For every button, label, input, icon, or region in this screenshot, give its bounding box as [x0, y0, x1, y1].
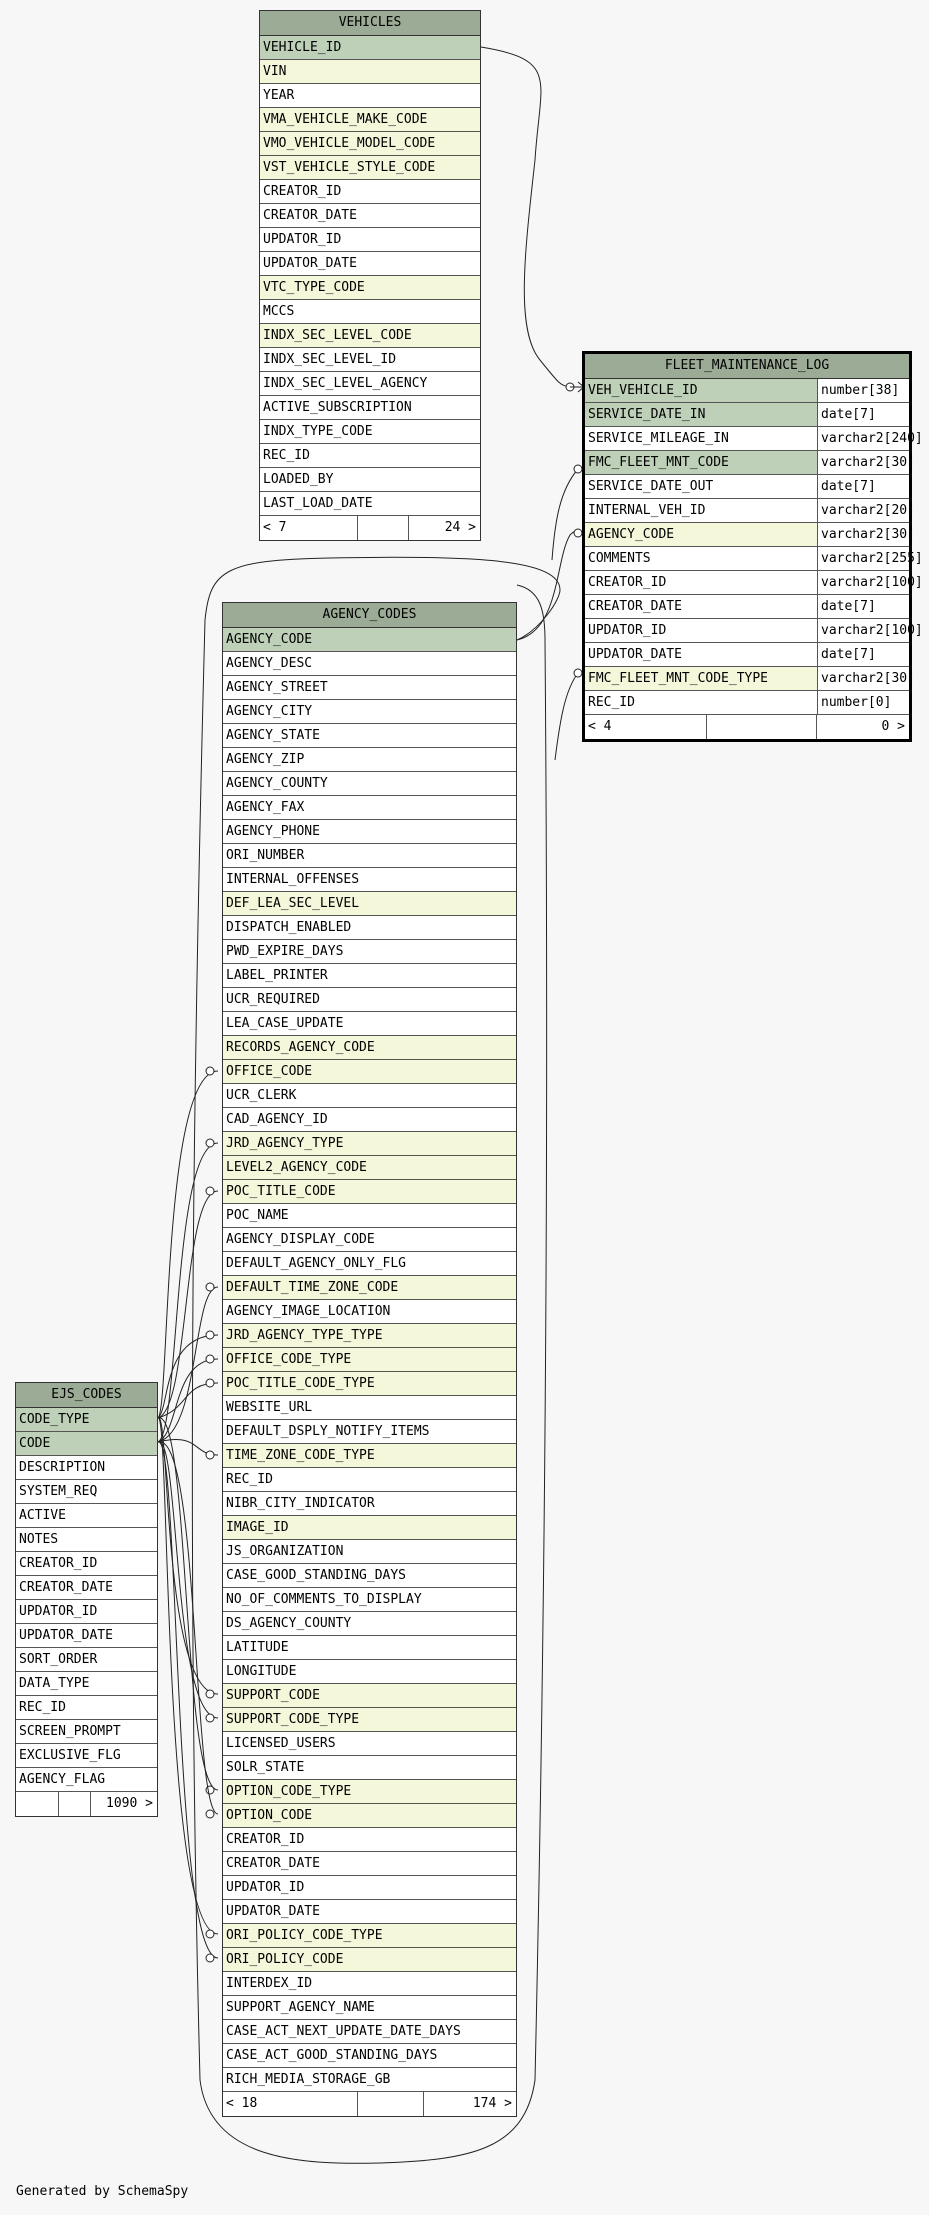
column-name: VIN [263, 64, 287, 79]
column-name: REC_ID [226, 1472, 273, 1487]
column-row-system-req[interactable] [16, 1480, 157, 1504]
edge-ejs-to-agency [158, 1442, 218, 1958]
column-name: LICENSED_USERS [226, 1736, 336, 1751]
column-name: AGENCY_DISPLAY_CODE [226, 1232, 375, 1247]
column-name: SERVICE_DATE_OUT [588, 479, 714, 494]
column-name: DEFAULT_TIME_ZONE_CODE [226, 1280, 399, 1295]
column-row-solr-state[interactable] [223, 1756, 516, 1780]
column-row-creator-id[interactable] [585, 571, 923, 595]
column-row-updator-id[interactable] [260, 228, 480, 252]
column-name: CASE_ACT_GOOD_STANDING_DAYS [226, 2048, 438, 2063]
parents-count: < 18 [226, 2096, 258, 2111]
table-title[interactable]: EJS_CODES [16, 1383, 157, 1408]
column-name: OFFICE_CODE_TYPE [226, 1352, 352, 1367]
parents-count: < 4 [588, 719, 612, 734]
column-row-interdex-id[interactable] [223, 1972, 516, 1996]
column-row-rec-id[interactable] [585, 691, 909, 715]
column-name: INTERNAL_VEH_ID [588, 503, 706, 518]
column-row-pwd-expire-days[interactable] [223, 940, 516, 964]
column-row-jrd-agency-type-type[interactable] [223, 1324, 516, 1348]
column-row-updator-date[interactable] [260, 252, 480, 276]
column-type: number[38] [817, 379, 909, 402]
generated-by-label: Generated by SchemaSpy [16, 2184, 189, 2199]
column-row-support-code-type[interactable] [223, 1708, 516, 1732]
column-row-case-act-next-update-date-days[interactable] [223, 2020, 516, 2044]
column-name: FMC_FLEET_MNT_CODE [588, 455, 729, 470]
column-row-updator-id[interactable] [16, 1600, 157, 1624]
column-name: VMA_VEHICLE_MAKE_CODE [263, 112, 428, 127]
column-row-sort-order[interactable] [16, 1648, 157, 1672]
edge-vehicle-id [481, 47, 570, 387]
column-row-service-date-out[interactable] [585, 475, 909, 499]
column-row-case-act-good-standing-days[interactable] [223, 2044, 516, 2068]
column-row-dispatch-enabled[interactable] [223, 916, 516, 940]
edge-agency-code [517, 531, 578, 640]
column-name: POC_TITLE_CODE [226, 1184, 336, 1199]
edge-end-circle [206, 1451, 214, 1459]
table-footer [585, 715, 909, 739]
column-row-loaded-by[interactable] [260, 468, 480, 492]
column-row-creator-date[interactable] [585, 595, 909, 619]
table-title[interactable]: VEHICLES [260, 11, 480, 36]
column-name: JS_ORGANIZATION [226, 1544, 344, 1559]
column-name: SUPPORT_AGENCY_NAME [226, 2000, 375, 2015]
column-name: UPDATOR_ID [588, 623, 667, 638]
column-row-veh-vehicle-id[interactable] [585, 379, 909, 403]
column-name: AGENCY_IMAGE_LOCATION [226, 1304, 391, 1319]
column-row-creator-date[interactable] [260, 204, 480, 228]
column-name: JRD_AGENCY_TYPE [226, 1136, 344, 1151]
column-row-creator-date[interactable] [223, 1852, 516, 1876]
column-name: LEA_CASE_UPDATE [226, 1016, 344, 1031]
column-row-jrd-agency-type[interactable] [223, 1132, 516, 1156]
column-row-default-dsply-notify-items[interactable] [223, 1420, 516, 1444]
edge-end-circle [206, 1930, 214, 1938]
column-name: AGENCY_PHONE [226, 824, 320, 839]
column-name: AGENCY_COUNTY [226, 776, 328, 791]
column-row-comments[interactable] [585, 547, 923, 571]
column-name: AGENCY_STREET [226, 680, 328, 695]
column-name: INDX_SEC_LEVEL_AGENCY [263, 376, 428, 391]
column-name: DATA_TYPE [19, 1676, 90, 1691]
column-name: AGENCY_ZIP [226, 752, 305, 767]
column-row-indx-sec-level-id[interactable] [260, 348, 480, 372]
column-row-agency-state[interactable] [223, 724, 516, 748]
column-row-rec-id[interactable] [223, 1468, 516, 1492]
column-row-last-load-date[interactable] [260, 492, 480, 516]
column-list [260, 36, 480, 516]
column-name: DEFAULT_DSPLY_NOTIFY_ITEMS [226, 1424, 430, 1439]
column-name: CREATOR_DATE [19, 1580, 113, 1595]
column-name: AGENCY_CODE [588, 527, 675, 542]
column-name: INTERNAL_OFFENSES [226, 872, 360, 887]
edge-ejs-to-agency [158, 1442, 218, 1718]
column-type: varchar2[20] [817, 499, 909, 522]
column-row-indx-type-code[interactable] [260, 420, 480, 444]
parents-count: < 7 [263, 520, 287, 535]
column-row-data-type[interactable] [16, 1672, 157, 1696]
ejs-codes-table[interactable] [15, 1382, 158, 1817]
column-row-service-date-in[interactable] [585, 403, 909, 427]
edge-end-circle [206, 1187, 214, 1195]
column-name: LOADED_BY [263, 472, 334, 487]
column-name: VMO_VEHICLE_MODEL_CODE [263, 136, 436, 151]
children-count: 24 > [444, 520, 476, 535]
column-type: date[7] [817, 403, 909, 426]
column-row-mccs[interactable] [260, 300, 480, 324]
edge-end-circle [206, 1283, 214, 1291]
column-row-updator-date[interactable] [585, 643, 909, 667]
column-name: INDX_TYPE_CODE [263, 424, 373, 439]
column-row-js-organization[interactable] [223, 1540, 516, 1564]
children-count: 1090 > [106, 1796, 153, 1811]
column-name: INTERDEX_ID [226, 1976, 313, 1991]
column-name: CREATOR_DATE [588, 599, 682, 614]
column-row-fmc-fleet-mnt-code-type[interactable] [585, 667, 915, 691]
column-name: VEH_VEHICLE_ID [588, 383, 698, 398]
column-row-office-code[interactable] [223, 1060, 516, 1084]
column-row-option-code-type[interactable] [223, 1780, 516, 1804]
column-name: SYSTEM_REQ [19, 1484, 98, 1499]
column-name: NOTES [19, 1532, 59, 1547]
edge-end-circle [206, 1379, 214, 1387]
column-row-image-id[interactable] [223, 1516, 516, 1540]
table-title[interactable]: AGENCY_CODES [223, 603, 516, 628]
edge-end-circle [206, 1954, 214, 1962]
edge-end-circle [574, 465, 582, 473]
column-type: date[7] [817, 643, 909, 666]
table-title[interactable]: FLEET_MAINTENANCE_LOG [585, 354, 909, 379]
column-row-no-of-comments-to-display[interactable] [223, 1588, 516, 1612]
column-row-lea-case-update[interactable] [223, 1012, 516, 1036]
column-name: ACTIVE_SUBSCRIPTION [263, 400, 412, 415]
column-name: FMC_FLEET_MNT_CODE_TYPE [588, 671, 769, 686]
column-name: COMMENTS [588, 551, 651, 566]
column-name: LAST_LOAD_DATE [263, 496, 373, 511]
column-row-ds-agency-county[interactable] [223, 1612, 516, 1636]
column-name: WEBSITE_URL [226, 1400, 313, 1415]
column-row-fmc-fleet-mnt-code[interactable] [585, 451, 915, 475]
column-name: IMAGE_ID [226, 1520, 289, 1535]
footer-divider [357, 516, 358, 540]
column-type: varchar2[240] [817, 427, 909, 450]
column-type: varchar2[30] [817, 667, 909, 690]
column-row-updator-id[interactable] [223, 1876, 516, 1900]
column-row-code[interactable] [16, 1432, 157, 1456]
column-row-active[interactable] [16, 1504, 157, 1528]
column-row-year[interactable] [260, 84, 480, 108]
column-name: OPTION_CODE [226, 1808, 313, 1823]
column-row-agency-display-code[interactable] [223, 1228, 516, 1252]
column-name: RICH_MEDIA_STORAGE_GB [226, 2072, 391, 2087]
column-row-agency-code[interactable] [585, 523, 915, 547]
edge-end-circle [206, 1139, 214, 1147]
column-name: CAD_AGENCY_ID [226, 1112, 328, 1127]
column-name: REC_ID [263, 448, 310, 463]
column-name: ACTIVE [19, 1508, 66, 1523]
column-name: AGENCY_FLAG [19, 1772, 106, 1787]
column-name: SORT_ORDER [19, 1652, 98, 1667]
column-name: OFFICE_CODE [226, 1064, 313, 1079]
column-row-vst-vehicle-style-code[interactable] [260, 156, 480, 180]
column-type: date[7] [817, 475, 909, 498]
children-count: 174 > [472, 2096, 512, 2111]
edge-fmc-code-type [555, 673, 578, 760]
edge-ejs-to-agency [158, 1071, 218, 1418]
table-footer [260, 516, 480, 540]
footer-divider [423, 2092, 424, 2116]
column-name: UPDATOR_DATE [588, 647, 682, 662]
column-name: DEF_LEA_SEC_LEVEL [226, 896, 360, 911]
column-name: EXCLUSIVE_FLG [19, 1748, 121, 1763]
column-row-support-agency-name[interactable] [223, 1996, 516, 2020]
footer-divider [816, 715, 817, 739]
column-row-default-time-zone-code[interactable] [223, 1276, 516, 1300]
column-row-agency-phone[interactable] [223, 820, 516, 844]
column-name: CASE_GOOD_STANDING_DAYS [226, 1568, 407, 1583]
column-name: INDX_SEC_LEVEL_CODE [263, 328, 412, 343]
column-name: JRD_AGENCY_TYPE_TYPE [226, 1328, 383, 1343]
column-name: UCR_CLERK [226, 1088, 297, 1103]
column-row-vtc-type-code[interactable] [260, 276, 480, 300]
column-list [223, 628, 516, 2092]
column-name: DS_AGENCY_COUNTY [226, 1616, 352, 1631]
footer-divider [90, 1792, 91, 1816]
column-row-ucr-required[interactable] [223, 988, 516, 1012]
column-type: date[7] [817, 595, 909, 618]
column-row-description[interactable] [16, 1456, 157, 1480]
column-row-indx-sec-level-code[interactable] [260, 324, 480, 348]
column-row-option-code[interactable] [223, 1804, 516, 1828]
column-name: UPDATOR_DATE [226, 1904, 320, 1919]
column-row-records-agency-code[interactable] [223, 1036, 516, 1060]
edge-end-circle [574, 669, 582, 677]
column-row-level2-agency-code[interactable] [223, 1156, 516, 1180]
column-row-agency-county[interactable] [223, 772, 516, 796]
column-row-latitude[interactable] [223, 1636, 516, 1660]
column-row-ori-policy-code[interactable] [223, 1948, 516, 1972]
column-row-website-url[interactable] [223, 1396, 516, 1420]
edge-end-circle [206, 1355, 214, 1363]
column-row-poc-title-code[interactable] [223, 1180, 516, 1204]
column-name: UPDATOR_ID [263, 232, 342, 247]
column-row-updator-date[interactable] [223, 1900, 516, 1924]
column-name: INDX_SEC_LEVEL_ID [263, 352, 397, 367]
column-type: number[0] [817, 691, 909, 714]
column-row-default-agency-only-flg[interactable] [223, 1252, 516, 1276]
column-row-licensed-users[interactable] [223, 1732, 516, 1756]
column-name: RECORDS_AGENCY_CODE [226, 1040, 375, 1055]
column-name: SOLR_STATE [226, 1760, 305, 1775]
vehicles-table[interactable] [259, 10, 481, 541]
column-list [16, 1408, 157, 1792]
column-name: TIME_ZONE_CODE_TYPE [226, 1448, 375, 1463]
column-name: DISPATCH_ENABLED [226, 920, 352, 935]
table-footer [223, 2092, 516, 2116]
column-name: UPDATOR_ID [226, 1880, 305, 1895]
column-name: AGENCY_FAX [226, 800, 305, 815]
column-row-agency-code[interactable] [223, 628, 516, 652]
column-type: varchar2[30] [817, 523, 909, 546]
children-count: 0 > [881, 719, 905, 734]
column-name: VTC_TYPE_CODE [263, 280, 365, 295]
column-row-label-printer[interactable] [223, 964, 516, 988]
edge-end-circle [206, 1331, 214, 1339]
column-name: UPDATOR_DATE [19, 1628, 113, 1643]
column-type: varchar2[255] [817, 547, 909, 570]
column-name: NO_OF_COMMENTS_TO_DISPLAY [226, 1592, 422, 1607]
column-row-cad-agency-id[interactable] [223, 1108, 516, 1132]
column-row-time-zone-code-type[interactable] [223, 1444, 516, 1468]
column-name: CREATOR_DATE [263, 208, 357, 223]
column-row-active-subscription[interactable] [260, 396, 480, 420]
column-row-rec-id[interactable] [260, 444, 480, 468]
footer-divider [408, 516, 409, 540]
column-row-vma-vehicle-make-code[interactable] [260, 108, 480, 132]
column-list [585, 379, 923, 715]
edge-end-circle [206, 1067, 214, 1075]
column-row-updator-date[interactable] [16, 1624, 157, 1648]
column-name: AGENCY_CODE [226, 632, 313, 647]
column-row-ori-policy-code-type[interactable] [223, 1924, 516, 1948]
column-type: varchar2[100] [817, 571, 909, 594]
edge-end-circle [206, 1690, 214, 1698]
agency-codes-table[interactable] [222, 602, 517, 2117]
column-name: LATITUDE [226, 1640, 289, 1655]
column-row-internal-veh-id[interactable] [585, 499, 915, 523]
column-name: AGENCY_STATE [226, 728, 320, 743]
column-name: PWD_EXPIRE_DAYS [226, 944, 344, 959]
column-row-ori-number[interactable] [223, 844, 516, 868]
column-row-agency-city[interactable] [223, 700, 516, 724]
column-type: varchar2[30] [817, 451, 909, 474]
column-name: SERVICE_MILEAGE_IN [588, 431, 729, 446]
column-row-agency-image-location[interactable] [223, 1300, 516, 1324]
column-name: DEFAULT_AGENCY_ONLY_FLG [226, 1256, 407, 1271]
column-name: UCR_REQUIRED [226, 992, 320, 1007]
column-name: SUPPORT_CODE_TYPE [226, 1712, 360, 1727]
column-row-nibr-city-indicator[interactable] [223, 1492, 516, 1516]
column-name: POC_TITLE_CODE_TYPE [226, 1376, 375, 1391]
column-row-agency-flag[interactable] [16, 1768, 157, 1792]
column-row-vin[interactable] [260, 60, 480, 84]
footer-divider [58, 1792, 59, 1816]
column-row-agency-zip[interactable] [223, 748, 516, 772]
column-name: LABEL_PRINTER [226, 968, 328, 983]
column-row-creator-date[interactable] [16, 1576, 157, 1600]
column-row-exclusive-flg[interactable] [16, 1744, 157, 1768]
edge-end-circle [574, 529, 582, 537]
column-name: UPDATOR_ID [19, 1604, 98, 1619]
column-name: AGENCY_DESC [226, 656, 313, 671]
column-name: NIBR_CITY_INDICATOR [226, 1496, 375, 1511]
column-name: CREATOR_ID [19, 1556, 98, 1571]
column-name: ORI_POLICY_CODE [226, 1952, 344, 1967]
column-row-internal-offenses[interactable] [223, 868, 516, 892]
column-name: CREATOR_ID [226, 1832, 305, 1847]
column-row-rec-id[interactable] [16, 1696, 157, 1720]
column-name: VST_VEHICLE_STYLE_CODE [263, 160, 436, 175]
edge-end-circle [206, 1786, 214, 1794]
column-name: UPDATOR_DATE [263, 256, 357, 271]
footer-divider [357, 2092, 358, 2116]
column-row-creator-id[interactable] [260, 180, 480, 204]
column-name: REC_ID [588, 695, 635, 710]
column-name: ORI_POLICY_CODE_TYPE [226, 1928, 383, 1943]
column-name: REC_ID [19, 1700, 66, 1715]
column-row-screen-prompt[interactable] [16, 1720, 157, 1744]
edge-end-circle [206, 1810, 214, 1818]
column-row-poc-title-code-type[interactable] [223, 1372, 516, 1396]
column-row-code-type[interactable] [16, 1408, 157, 1432]
column-type: varchar2[100] [817, 619, 909, 642]
column-row-longitude[interactable] [223, 1660, 516, 1684]
column-name: SUPPORT_CODE [226, 1688, 320, 1703]
column-name: YEAR [263, 88, 295, 103]
column-row-agency-desc[interactable] [223, 652, 516, 676]
column-row-vehicle-id[interactable] [260, 36, 480, 60]
column-name: VEHICLE_ID [263, 40, 342, 55]
column-row-service-mileage-in[interactable] [585, 427, 923, 451]
column-name: POC_NAME [226, 1208, 289, 1223]
column-row-indx-sec-level-agency[interactable] [260, 372, 480, 396]
column-row-ucr-clerk[interactable] [223, 1084, 516, 1108]
column-row-updator-id[interactable] [585, 619, 923, 643]
footer-divider [706, 715, 707, 739]
column-name: CREATOR_ID [263, 184, 342, 199]
column-name: SCREEN_PROMPT [19, 1724, 121, 1739]
column-name: CREATOR_ID [588, 575, 667, 590]
column-name: LEVEL2_AGENCY_CODE [226, 1160, 367, 1175]
edge-ejs-to-agency [158, 1359, 218, 1442]
column-name: LONGITUDE [226, 1664, 297, 1679]
column-row-agency-street[interactable] [223, 676, 516, 700]
column-row-creator-id[interactable] [223, 1828, 516, 1852]
column-name: CREATOR_DATE [226, 1856, 320, 1871]
column-row-support-code[interactable] [223, 1684, 516, 1708]
column-name: CASE_ACT_NEXT_UPDATE_DATE_DAYS [226, 2024, 461, 2039]
column-row-case-good-standing-days[interactable] [223, 1564, 516, 1588]
fleet-maintenance-log-table[interactable] [582, 351, 923, 742]
column-row-creator-id[interactable] [16, 1552, 157, 1576]
column-row-poc-name[interactable] [223, 1204, 516, 1228]
column-name: MCCS [263, 304, 295, 319]
column-name: SERVICE_DATE_IN [588, 407, 706, 422]
column-row-rich-media-storage-gb[interactable] [223, 2068, 516, 2092]
column-name: ORI_NUMBER [226, 848, 305, 863]
column-name: CODE [19, 1436, 51, 1451]
column-row-office-code-type[interactable] [223, 1348, 516, 1372]
edge-end-circle [206, 1714, 214, 1722]
column-name: CODE_TYPE [19, 1412, 90, 1427]
column-row-notes[interactable] [16, 1528, 157, 1552]
column-name: DESCRIPTION [19, 1460, 106, 1475]
column-row-agency-fax[interactable] [223, 796, 516, 820]
column-row-def-lea-sec-level[interactable] [223, 892, 516, 916]
table-footer [16, 1792, 157, 1816]
column-name: OPTION_CODE_TYPE [226, 1784, 352, 1799]
column-row-vmo-vehicle-model-code[interactable] [260, 132, 480, 156]
column-name: AGENCY_CITY [226, 704, 313, 719]
